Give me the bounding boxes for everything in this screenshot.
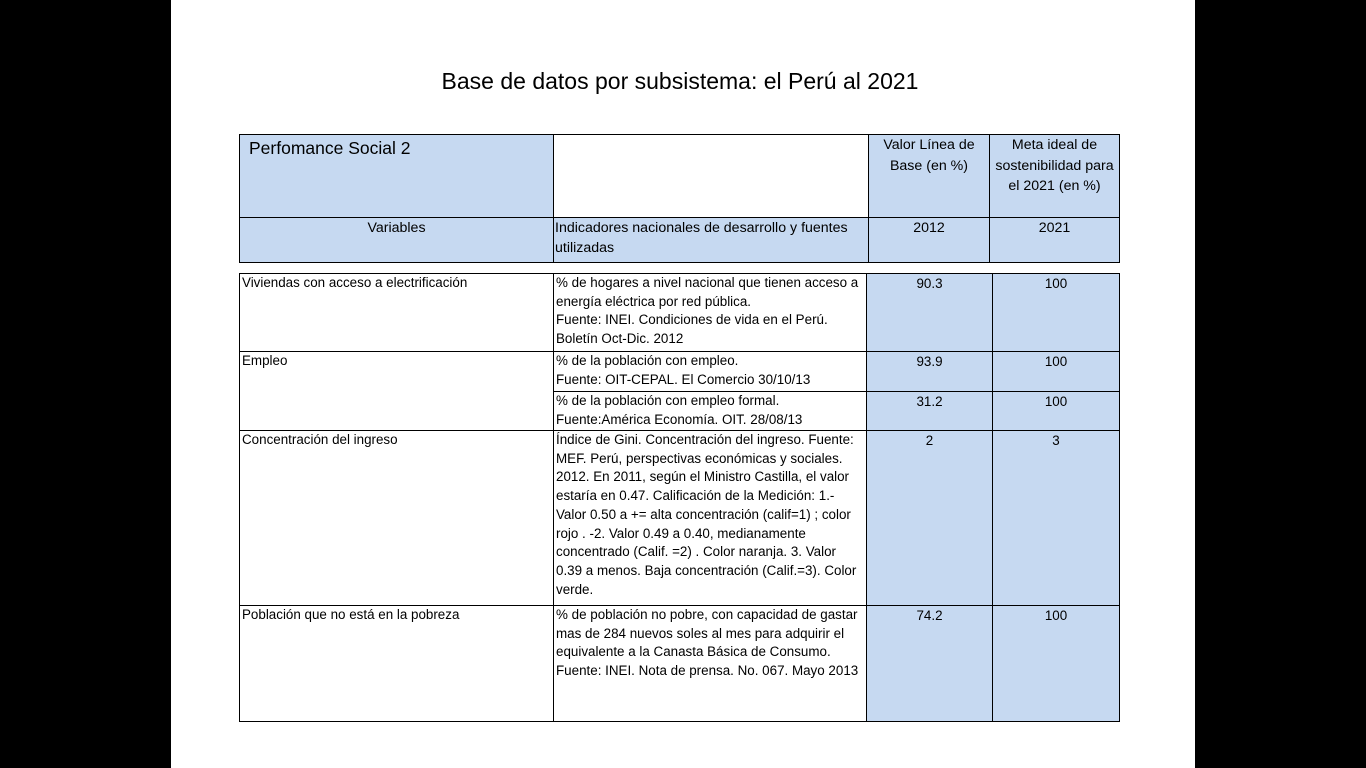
valor-cell: 31.2 [867,392,993,431]
slide [171,0,1195,768]
year-base: 2012 [869,218,990,263]
indicadores-label: Indicadores nacionales de desarrollo y fuentes utilizadas [554,218,869,263]
meta-cell: 100 [993,274,1120,352]
indicador-cell [554,352,867,392]
data-table [239,273,1120,722]
indicador-text: % de la población con empleo. Fuente: OIT-CEPAL. El Comercio 30/10/13 [556,353,811,387]
indicador-text: % de hogares a nivel nacional que tienen acceso a energía eléctrica por red pública. Fuente: INEI. Condiciones de vida en el Perú. Boletín Oct-Dic. 2012 [556,275,859,347]
header-empty-cell [554,135,869,218]
indicador-cell [554,392,867,431]
indicador-cell [554,431,867,606]
valor-cell: 93.9 [867,352,993,392]
table-row [240,606,1120,722]
table-row [240,274,1120,352]
subheader-row [240,218,1120,263]
slide-title: Base de datos por subsistema: el Perú al 2021 [441,68,919,94]
meta-cell: 100 [993,392,1120,431]
meta-ideal-header: Meta ideal de sostenibilidad para el 2021 (en %) [990,135,1120,218]
valor-cell: 90.3 [867,274,993,352]
meta-cell: 3 [993,431,1120,606]
indicador-text: % de población no pobre, con capacidad de gastar mas de 284 nuevos soles al mes para adquirir el equivalente a la Canasta Básica de Consumo. Fuente: INEI. Nota de prensa. No. 067. Mayo 2013 [556,607,859,679]
header-table [239,134,1120,263]
indicador-text: % de la población con empleo formal. Fuente:América Economía. OIT. 28/08/13 [556,393,803,427]
indicador-cell [554,274,867,352]
valor-cell: 74.2 [867,606,993,722]
year-meta: 2021 [990,218,1120,263]
table-row [240,431,1120,606]
indicador-text: Índice de Gini. Concentración del ingreso. Fuente: MEF. Perú, perspectivas económicas y sociales. 2012. En 2011, según el Ministro Castilla, el valor estaría en 0.47. Calificación de la Medición: 1.-Valor 0.50 a += alta concentración (calif=1) ; color rojo . -2. Valor 0.49 a 0.40, medianamente concentrado (Calif. =2) . Color naranja. 3. Valor 0.39 a menos. Baja concentración (Calif.=3). Color verde. [556,432,857,597]
valor-linea-base-header: Valor Línea de Base (en %) [869,135,990,218]
meta-cell: 100 [993,606,1120,722]
variable-cell: Concentración del ingreso [240,431,554,606]
table-row [240,352,1120,392]
meta-cell: 100 [993,352,1120,392]
variable-cell: Población que no está en la pobreza [240,606,554,722]
variable-cell: Empleo [240,352,554,431]
header-row [240,135,1120,218]
variable-cell: Viviendas con acceso a electrificación [240,274,554,352]
variables-label: Variables [240,218,554,263]
section-label: Perfomance Social 2 [240,135,554,218]
indicador-cell [554,606,867,722]
valor-cell: 2 [867,431,993,606]
